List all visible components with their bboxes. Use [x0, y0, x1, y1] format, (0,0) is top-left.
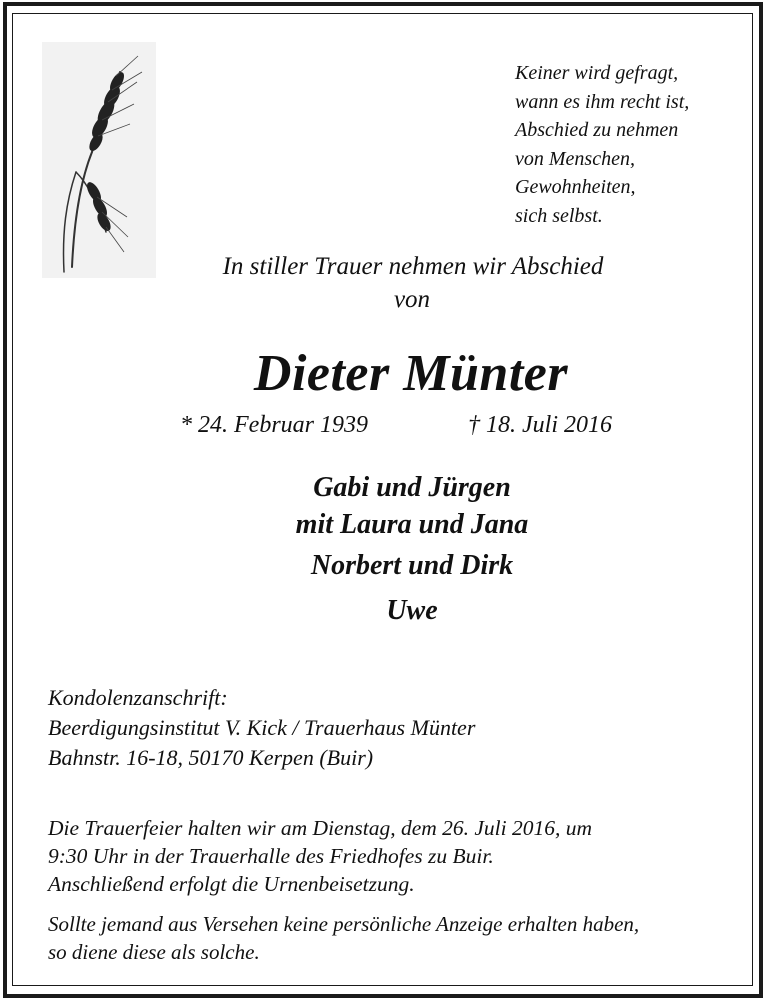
death-date: † 18. Juli 2016 [468, 412, 612, 438]
condolence-heading: Kondolenzanschrift: [48, 685, 228, 710]
wheat-ear-illustration [42, 42, 156, 278]
poem-line: Abschied zu nehmen [515, 119, 679, 141]
poem [515, 59, 689, 230]
deceased-name: Dieter Münter [253, 345, 569, 402]
poem-line: wann es ihm recht ist, [515, 90, 690, 113]
ceremony-info [48, 814, 592, 898]
poem-line: Gewohnheiten, [515, 176, 636, 198]
poem-line: Keiner wird gefragt, [515, 62, 679, 84]
farewell-intro: In stiller Trauer nehmen wir Abschied [222, 253, 604, 280]
ceremony-line: Die Trauerfeier halten wir am Dienstag, dem 26. Juli 2016, um [48, 816, 593, 840]
ceremony-line: Anschließend erfolgt die Urnenbeisetzung. [48, 872, 415, 896]
notice-line: Sollte jemand aus Versehen keine persönliche Anzeige erhalten haben, [48, 912, 640, 936]
notice-line: so diene diese als solche. [48, 940, 260, 964]
family-line: mit Laura und Jana [295, 509, 529, 540]
family-line: Uwe [386, 595, 438, 626]
poem-line: sich selbst. [515, 204, 603, 227]
birth-date: * 24. Februar 1939 [180, 412, 368, 438]
family-line: Norbert und Dirk [310, 550, 514, 581]
poem-line: von Menschen, [515, 147, 635, 170]
condolence-street: Bahnstr. 16-18, 50170 Kerpen (Buir) [48, 745, 374, 770]
notice [48, 910, 639, 966]
condolence-address [48, 683, 475, 773]
farewell-intro-von: von [393, 286, 431, 313]
ceremony-line: 9:30 Uhr in der Trauerhalle des Friedhofes zu Buir. [48, 844, 494, 868]
family-line: Gabi und Jürgen [313, 472, 511, 503]
condolence-institution: Beerdigungsinstitut V. Kick / Trauerhaus Münter [48, 715, 476, 740]
